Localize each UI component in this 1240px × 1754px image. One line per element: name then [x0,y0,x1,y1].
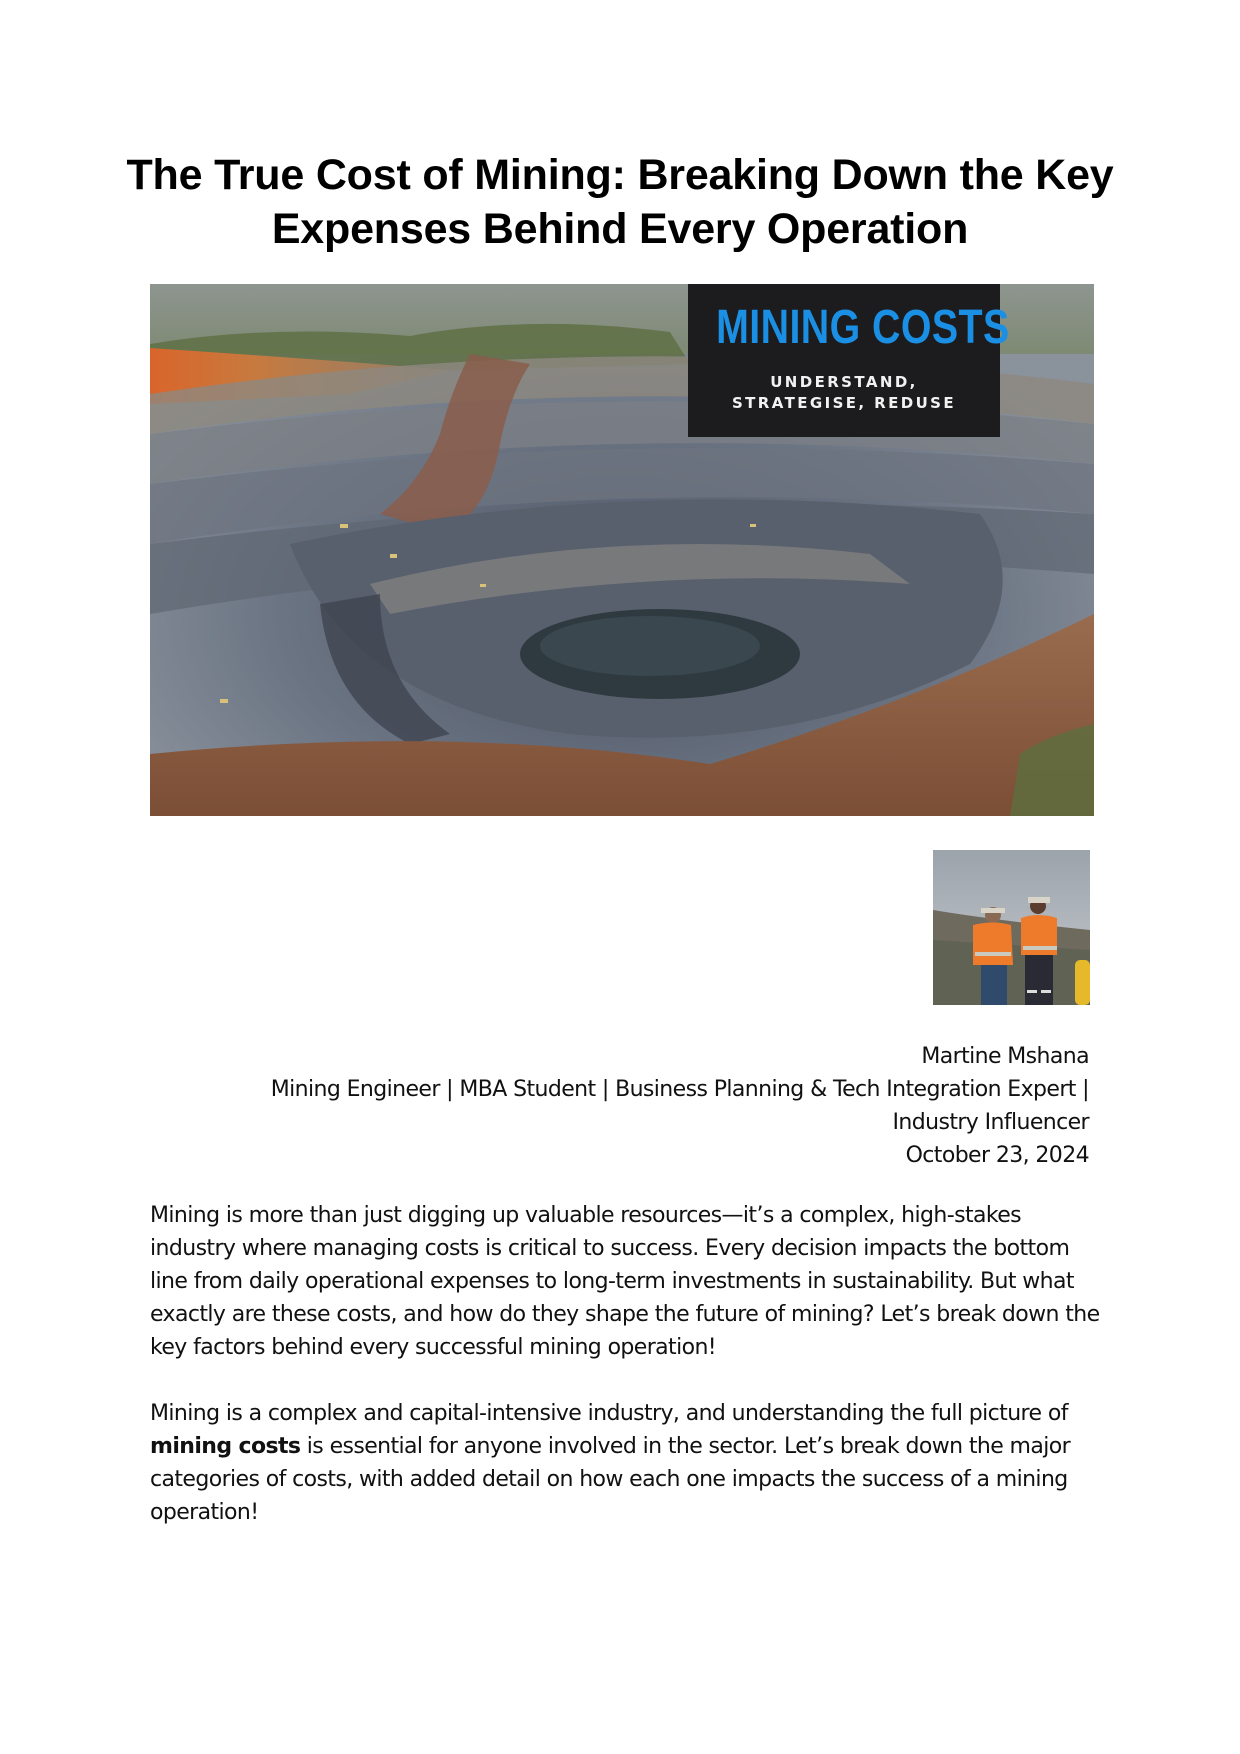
hero-overlay-subtitle-line2: STRATEGISE, REDUSE [731,394,957,412]
hero-image [150,284,1094,816]
hero-overlay-subtitle-line1: UNDERSTAND, [770,373,918,391]
publish-date: October 23, 2024 [905,1143,1089,1168]
avatar-photo-illustration [933,850,1090,1005]
overview-text-start: Mining is a complex and capital-intensive industry, and understanding the full picture of [150,1401,1068,1426]
hero-overlay-title: MINING COSTS [716,301,1010,354]
intro-paragraph: Mining is more than just digging up valuable resources—it’s a complex, high-stakes industry where managing costs is critical to success. Every decision impacts the bottom line from daily operational expenses to long-term investments in sustainability. But what exactly are these costs, and how do they shape the future of mining? Let’s break down the key factors behind every successful mining operation! [150,1203,1100,1360]
hero-overlay-banner [688,284,1010,437]
overview-text-end: is essential for anyone involved in the sector. Let’s break down the major categories of costs, with added detail on how each one impacts the success of a mining operation! [150,1434,1071,1525]
author-avatar [933,850,1090,1005]
author-name: Martine Mshana [921,1044,1089,1069]
author-headline-line1: Mining Engineer | MBA Student | Business Planning & Tech Integration Expert | [270,1077,1089,1102]
author-headline-line2: Industry Influencer [892,1110,1089,1135]
article-title: The True Cost of Mining: Breaking Down the Key Expenses Behind Every Operation [126,151,1114,253]
author-byline [129,1040,1089,1172]
overview-paragraph [150,1397,1100,1529]
overview-emphasis: mining costs [150,1434,301,1459]
